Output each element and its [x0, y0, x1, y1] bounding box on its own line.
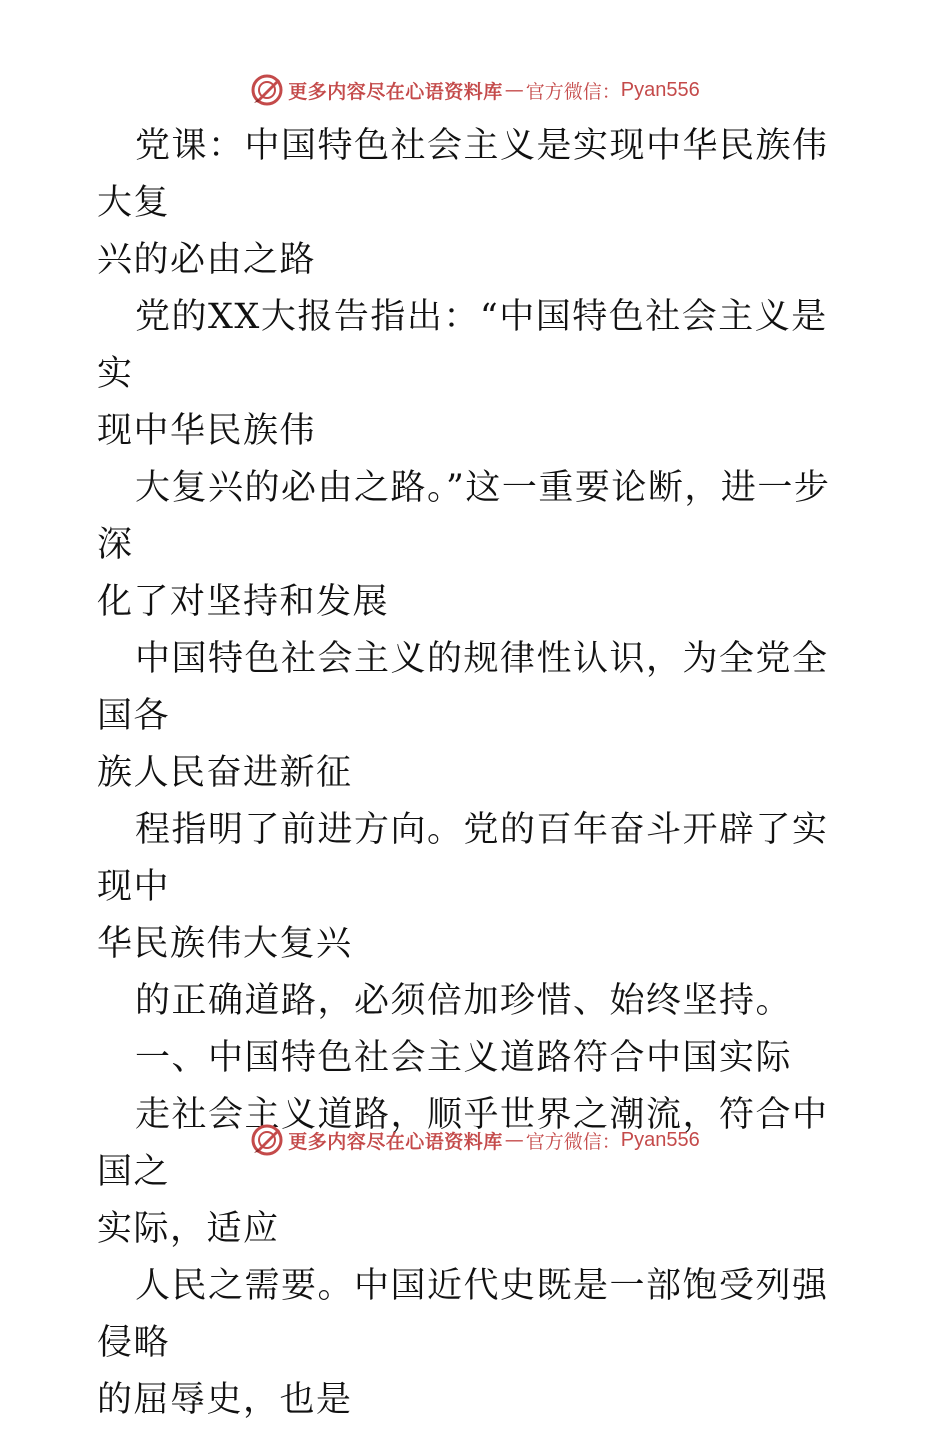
text-line: 人民之需要。中国近代史既是一部饱受列强侵略: [97, 1266, 829, 1363]
banner-official-label: 官方微信：: [525, 80, 621, 103]
banner-wechat-id: Pyan556: [620, 78, 700, 101]
text-line: 实际，适应: [97, 1209, 280, 1249]
text-line: 的正确道路，必须倍加珍惜、始终坚持。: [135, 981, 793, 1021]
paragraph: [97, 631, 857, 802]
banner-dash: —: [504, 79, 524, 101]
pen-logo-icon: [250, 73, 284, 107]
section-heading: [97, 1030, 857, 1087]
banner-text: 更多内容尽在心语资料库: [288, 1130, 503, 1153]
paragraph: [97, 1258, 857, 1429]
pen-logo-icon: [250, 1123, 284, 1157]
text-line: 程指明了前进方向。党的百年奋斗开辟了实现中: [97, 810, 829, 907]
text-line: 走社会主义道路，顺乎世界之潮流，符合中国之: [97, 1095, 829, 1192]
text-line: 党课：中国特色社会主义是实现中华民族伟大复: [97, 126, 829, 223]
paragraph: [97, 289, 857, 460]
paragraph: [97, 460, 857, 631]
paragraph: [97, 802, 857, 973]
text-line: 化了对坚持和发展: [97, 582, 390, 622]
text-line: 兴的必由之路: [97, 240, 317, 280]
document-body: [97, 118, 857, 1429]
text-line: 党的XX大报告指出：“中国特色社会主义是实: [97, 297, 828, 394]
text-line: 现中华民族伟: [97, 411, 317, 451]
paragraph: [97, 973, 857, 1030]
paragraph: [97, 118, 857, 289]
paragraph: [97, 1087, 857, 1258]
banner-text: 更多内容尽在心语资料库: [288, 80, 503, 103]
text-line: 中国特色社会主义的规律性认识，为全党全国各: [97, 639, 829, 736]
text-line: 大复兴的必由之路。”这一重要论断，进一步深: [97, 468, 831, 565]
footer-banner: [0, 1120, 950, 1160]
header-banner: [0, 70, 950, 110]
banner-official-label: 官方微信：: [525, 1130, 621, 1153]
text-line: 华民族伟大复兴: [97, 924, 353, 964]
banner-dash: —: [504, 1129, 524, 1151]
text-line: 的屈辱史，也是: [97, 1380, 353, 1420]
banner-wechat-id: Pyan556: [620, 1128, 700, 1151]
text-line: 族人民奋进新征: [97, 753, 353, 793]
text-line: 一、中国特色社会主义道路符合中国实际: [135, 1038, 793, 1078]
